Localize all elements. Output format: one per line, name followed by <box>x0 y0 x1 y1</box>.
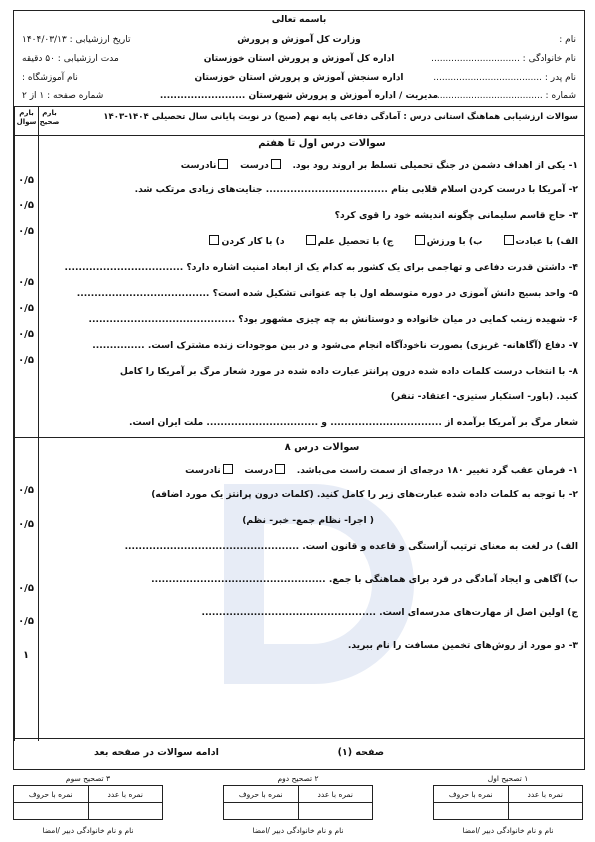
grader3-score-letters[interactable] <box>14 803 89 820</box>
s2-q2-a: الف) در لغت به معنای ترتیب آراستگی و قاعده و قانون است. .................................................. <box>124 541 578 552</box>
s1-q8-options: کنید. (باور- استکبار ستیزی- اعتقاد- تنفر) <box>390 391 578 402</box>
option-b-checkbox[interactable] <box>415 235 425 245</box>
grader-box-2: ۲ تصحیح دوم نمره با عدد نمره با حروف نام و نام خانوادگی دبیر /امضا <box>223 774 373 835</box>
father-name-label: نام پدر : ...................................... <box>433 73 576 83</box>
family-name-label: نام خانوادگی : ............................... <box>431 54 576 64</box>
exam-title: سوالات ارزشیابی هماهنگ استانی درس : آمادگی دفاعی پایه نهم (صبح) در نوبت پایانی سال تحصیلی ۱۴۰۴-۱۴۰۳ <box>103 112 578 122</box>
option-a-checkbox[interactable] <box>504 235 514 245</box>
bismillah: باسمه تعالی <box>271 15 327 25</box>
score-s1-q6: ۰/۵ <box>18 329 34 340</box>
page-number: شماره صفحه : ۱ از ۲ <box>22 91 104 101</box>
false-checkbox[interactable] <box>218 159 228 169</box>
exam-duration: مدت ارزشیابی : ۵۰ دقیقه <box>22 54 119 64</box>
s1-q8: ۸- با انتخاب درست کلمات داده شده درون پرانتز عبارت داده شده در مورد شعار مرگ بر آمریکا را کامل <box>119 366 578 377</box>
exam-sheet <box>13 10 585 770</box>
grader1-score-letters[interactable] <box>434 803 509 820</box>
student-name-label: نام : <box>559 35 576 45</box>
ministry-title: وزارت کل آموزش و پرورش <box>237 35 361 45</box>
s1-q7: ۷- دفاع (آگاهانه- غریزی) بصورت ناخودآگاه انجام می‌شود و در بین موجودات زنده مشترک است. ............... <box>92 340 578 351</box>
s1-q1: ۱- یکی از اهداف دشمن در جنگ تحمیلی تسلط بر اروند رود بود. درست نادرست <box>180 160 578 171</box>
false-checkbox[interactable] <box>223 464 233 474</box>
section2-title: سوالات درس ۸ <box>284 442 360 453</box>
grader2-score-number[interactable] <box>298 803 373 820</box>
true-checkbox[interactable] <box>271 159 281 169</box>
s2-q2: ۲- با توجه به کلمات داده شده عبارت‌های زیر را کامل کنید. (کلمات درون پرانتز یک مورد اضافه) <box>151 489 578 500</box>
s1-q3: ۳- حاج قاسم سلیمانی چگونه اندیشه خود را قوی کرد؟ <box>334 210 578 221</box>
s2-q2-c: ج) اولین اصل از مهارت‌های مدرسه‌ای است. .................................................. <box>201 607 578 618</box>
assessment-office: اداره سنجش آموزش و پرورش استان خوزستان <box>194 73 404 83</box>
county-office: مدیریت / اداره آموزش و پرورش شهرستان ......................... <box>159 91 439 101</box>
score-s1-q7: ۰/۵ <box>18 355 34 366</box>
grader-table-3: نمره با عدد نمره با حروف <box>13 785 163 820</box>
exam-subheader <box>14 107 584 136</box>
s2-q2-b: ب) آگاهی و ایجاد آمادگی در فرد برای هماهنگی با جمع. .................................................. <box>151 574 578 585</box>
score-s1-q5: ۰/۵ <box>18 303 34 314</box>
score-s2-q1: ۰/۵ <box>18 485 34 496</box>
s1-q8-sentence: شعار مرگ بر آمریکا برآمده از ................................ و ................................ ملت ایران است. <box>128 417 578 428</box>
page-footer <box>14 738 584 769</box>
s1-q4: ۴- داشتن قدرت دفاعی و تهاجمی برای یک کشور به کدام یک از ابعاد امنیت اشاره دارد؟ .................................. <box>64 262 578 273</box>
score-s1-q3: ۰/۵ <box>18 226 34 237</box>
s2-q3: ۳- دو مورد از روش‌های تخمین مسافت را نام ببرید. <box>347 640 578 651</box>
score-s2-q2c: ۰/۵ <box>18 616 34 627</box>
section1-title: سوالات درس اول تا هفتم <box>258 138 386 149</box>
option-d-checkbox[interactable] <box>209 235 219 245</box>
province-office: اداره کل آموزش و پرورش استان خوزستان <box>203 54 395 64</box>
s2-q1: ۱- فرمان عقب گرد تغییر ۱۸۰ درجه‌ای از سمت راست می‌باشد. درست نادرست <box>185 465 578 476</box>
grader-box-3: ۳ تصحیح سوم نمره با عدد نمره با حروف نام و نام خانوادگی دبیر /امضا <box>13 774 163 835</box>
score-s2-q2: ۰/۵ <box>18 519 34 530</box>
s1-q5: ۵- واحد بسیج دانش آموزی در دوره متوسطه اول با چه عنوانی تشکیل شده است؟ ...................................... <box>76 288 578 299</box>
footer-continue-label: ادامه سوالات در صفحه بعد <box>94 747 219 758</box>
grader-table-2: نمره با عدد نمره با حروف <box>223 785 373 820</box>
s1-q6: ۶- شهیده زینب کمایی در میان خانواده و دوستانش به چه چیزی مشهور بود؟ .......................................... <box>88 314 578 325</box>
student-number-label: شماره : ........................................ <box>428 91 576 101</box>
grader-box-1: ۱ تصحیح اول نمره با عدد نمره با حروف نام و نام خانوادگی دبیر /امضا <box>433 774 583 835</box>
score-s1-q1: ۰/۵ <box>18 175 34 186</box>
grader2-score-letters[interactable] <box>224 803 299 820</box>
exam-date: تاریخ ارزشیابی : ۱۴۰۴/۰۳/۱۳ <box>22 35 131 45</box>
score-s1-q2: ۰/۵ <box>18 200 34 211</box>
section-divider <box>14 437 584 438</box>
exam-header <box>14 11 584 107</box>
option-c-checkbox[interactable] <box>306 235 316 245</box>
exam-body <box>14 134 584 741</box>
school-name-label: نام آموزشگاه : <box>22 73 78 83</box>
true-checkbox[interactable] <box>275 464 285 474</box>
s2-q2-wordbank: ( اجرا- نظام جمع- خبر- نظم) <box>242 515 374 526</box>
score-s2-q2b: ۰/۵ <box>18 583 34 594</box>
s1-q3-options: الف) با عبادت ب) با ورزش ج) با تحصیل علم د) با کار کردن <box>66 235 578 247</box>
score-s2-q3: ۱ <box>22 650 30 661</box>
grader1-score-number[interactable] <box>508 803 583 820</box>
s1-q2: ۲- آمریکا با درست کردن اسلام قلابی بنام ................................... جنایت‌های زیادی مرتکب شد. <box>134 184 578 195</box>
footer-page-label: صفحه (۱) <box>337 747 384 758</box>
grader3-score-number[interactable] <box>88 803 163 820</box>
check-column-header: بارم صحیح <box>38 107 60 135</box>
grader-table-1: نمره با عدد نمره با حروف <box>433 785 583 820</box>
score-s1-q4: ۰/۵ <box>18 277 34 288</box>
score-column-header: بارم سوال <box>14 107 38 135</box>
